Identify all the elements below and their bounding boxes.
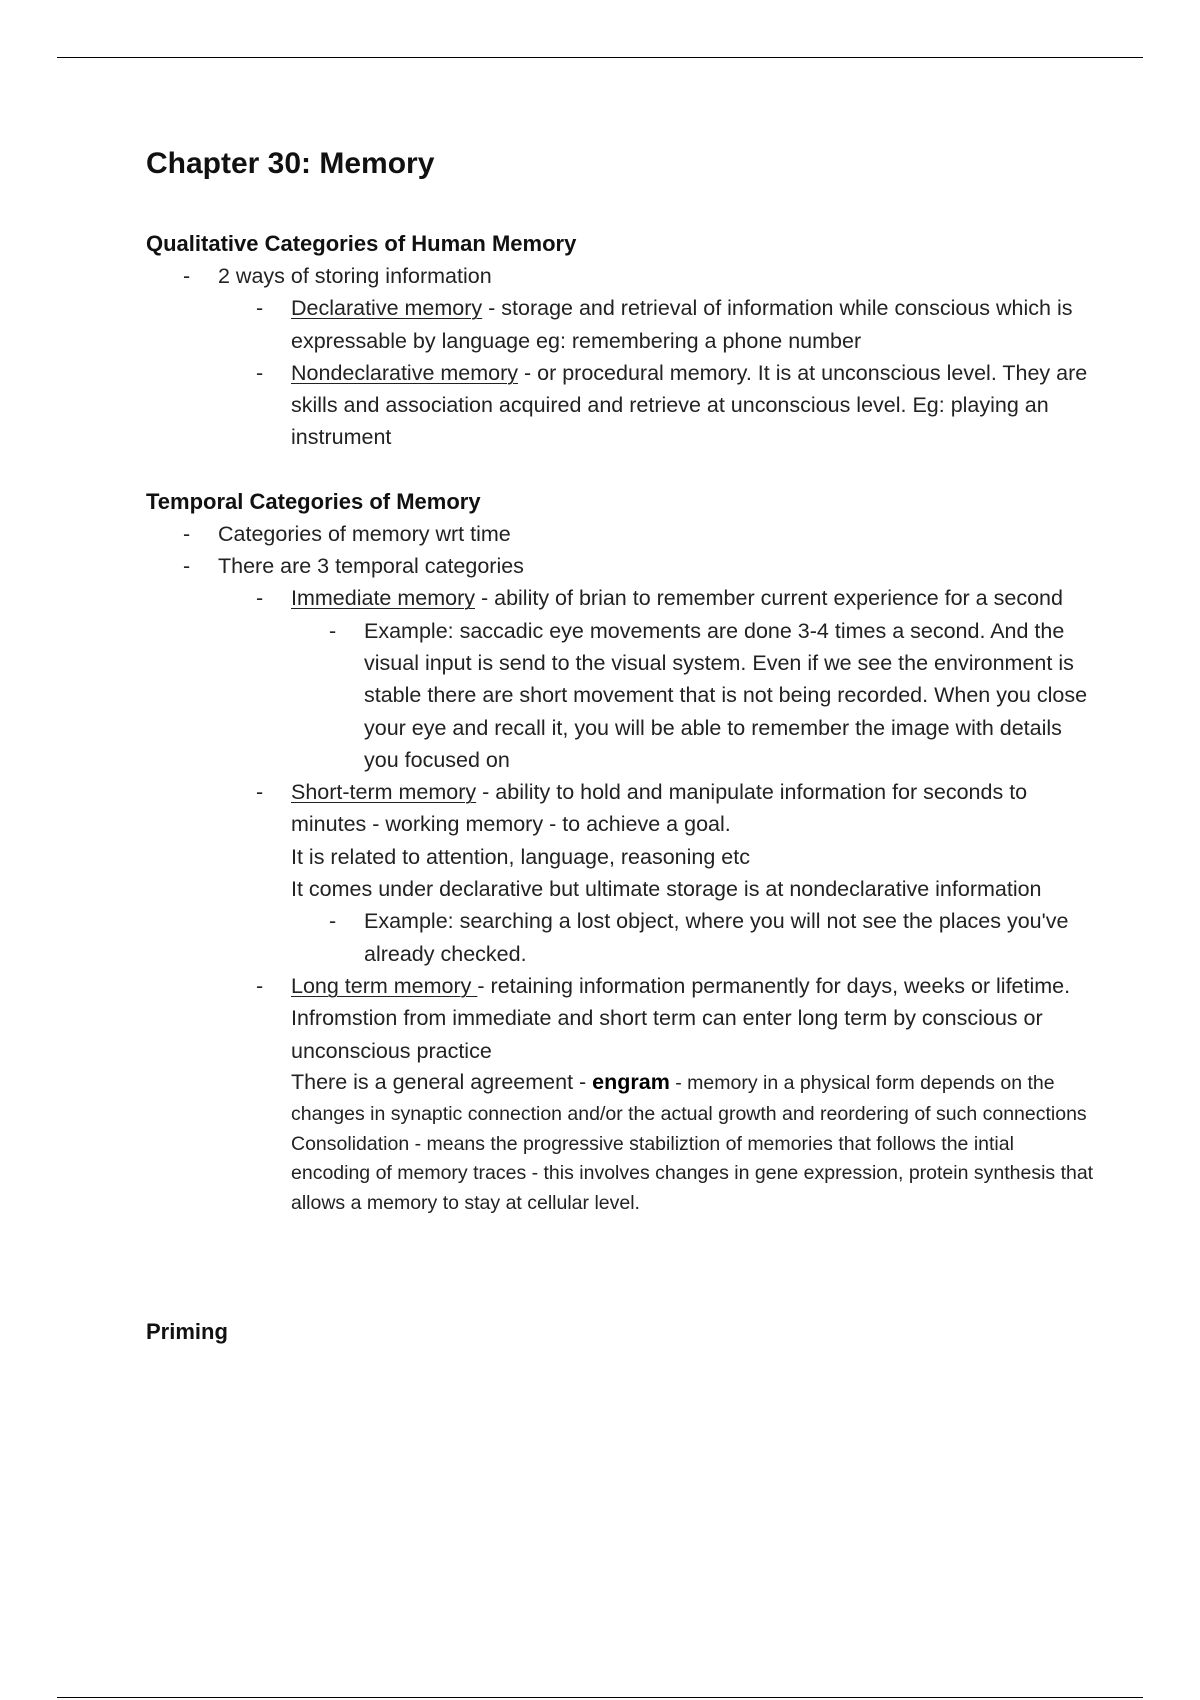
bullet-dash: -	[183, 264, 191, 288]
immediate-text: - ability of brian to remember current experience for a second	[475, 586, 1063, 611]
short-term-text: - ability to hold and manipulate information for seconds to minutes - working memory - to achieve a goal.	[291, 780, 1028, 837]
list-item	[146, 518, 1096, 550]
immediate-term: Immediate memory	[291, 586, 475, 611]
bullet-dash: -	[329, 618, 337, 643]
bullet-dash: -	[329, 909, 337, 934]
qualitative-heading: Qualitative Categories of Human Memory	[146, 231, 577, 256]
bullet-dash: -	[256, 360, 264, 385]
list-item	[146, 970, 1096, 1002]
priming-heading: Priming	[146, 1319, 228, 1345]
immediate-example: Example: saccadic eye movements are done 3-4 times a second. And the visual input is send to the visual system. Even if we see the environment is stable there are short movement that is not being recorded. When you close your eye and recall it, you will be able to remember the image with details you focused on	[364, 618, 1088, 772]
list-item	[146, 292, 1096, 357]
short-term-term: Short-term memory	[291, 780, 477, 805]
list-item-text: 2 ways of storing information	[218, 264, 492, 288]
nondeclarative-term: Nondeclarative memory	[291, 360, 519, 385]
short-term-line: It is related to attention, language, reasoning etc	[291, 844, 750, 869]
bullet-dash: -	[256, 780, 264, 805]
bullet-dash: -	[183, 554, 191, 579]
engram-keyword: engram	[592, 1069, 670, 1094]
bullet-dash: -	[256, 973, 264, 998]
list-item-text: There are 3 temporal categories	[218, 554, 524, 579]
list-item	[146, 582, 1096, 614]
bullet-dash: -	[256, 296, 264, 321]
document-body	[146, 142, 1096, 1348]
list-item	[146, 550, 1096, 582]
bullet-dash: -	[183, 521, 191, 546]
long-term-line3-post: - memory in a physical form depends on the changes in synaptic connection and/or the actual growth and reordering of such connections	[291, 1071, 1087, 1126]
long-term-term: Long term memory	[291, 973, 478, 998]
list-item	[146, 776, 1096, 841]
consolidation-text: Consolidation - means the progressive stabiliztion of memories that follows the intial encoding of memory traces - this involves changes in gene expression, protein synthesis that allows a memory to stay at cellular level.	[291, 1132, 1094, 1214]
declarative-term: Declarative memory	[291, 296, 483, 321]
list-item	[146, 357, 1096, 454]
nondeclarative-text: - or procedural memory. It is at unconscious level. They are skills and association acquired and retrieve at unconscious level. Eg: playing an instrument	[291, 360, 1088, 450]
chapter-title: Chapter 30: Memory	[146, 147, 435, 180]
bottom-rule	[57, 1697, 1143, 1698]
declarative-text: - storage and retrieval of information while conscious which is expressable by language eg: remembering a phone number	[291, 296, 1073, 353]
temporal-heading: Temporal Categories of Memory	[146, 488, 481, 514]
top-rule	[57, 57, 1143, 58]
list-item-text: Categories of memory wrt time	[218, 521, 511, 546]
bullet-dash: -	[256, 586, 264, 611]
list-item	[146, 615, 1096, 776]
list-item	[146, 905, 1096, 970]
short-term-example: Example: searching a lost object, where you will not see the places you've already checked.	[364, 909, 1069, 966]
short-term-line: It comes under declarative but ultimate storage is at nondeclarative information	[291, 877, 1042, 902]
long-term-line	[146, 1067, 1096, 1130]
long-term-text: - retaining information permanently for days, weeks or lifetime.	[477, 973, 1071, 998]
long-term-line: Infromstion from immediate and short term can enter long term by conscious or unconscious practice	[291, 1006, 1043, 1063]
long-term-line3-pre: There is a general agreement -	[291, 1069, 593, 1094]
list-item	[146, 260, 1096, 292]
